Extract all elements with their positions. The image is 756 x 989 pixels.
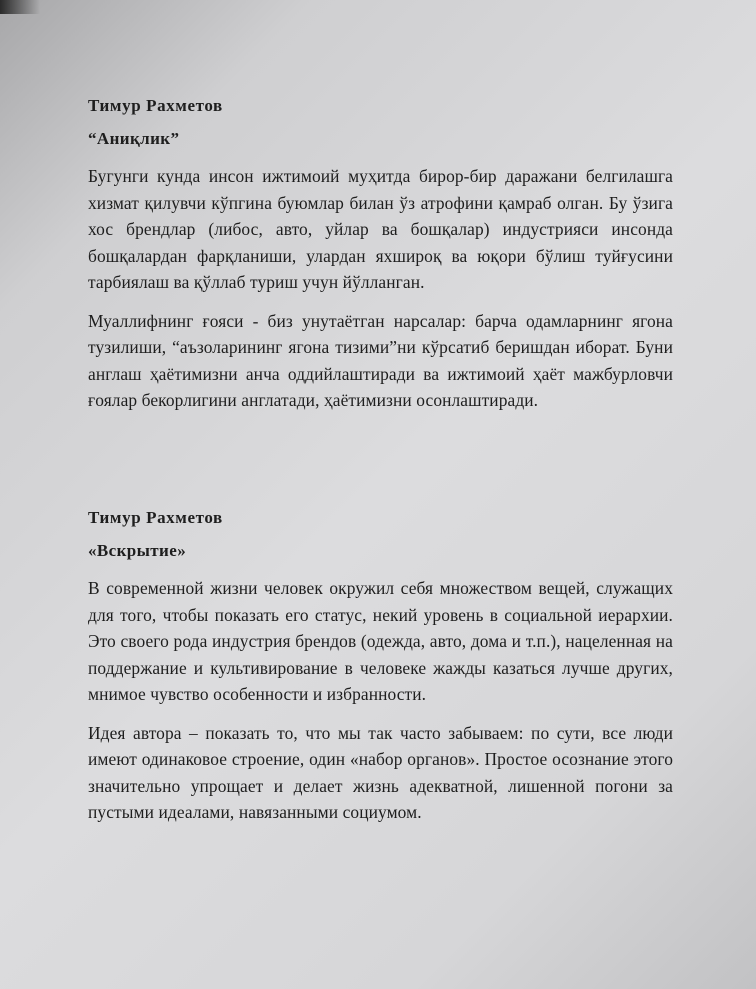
russian-text-section xyxy=(88,508,673,838)
page-corner-shadow xyxy=(0,0,40,14)
uzbek-text-section xyxy=(88,96,673,426)
paragraph: Бугунги кунда инсон ижтимоий муҳитда бирор-бир даражани белгилашга хизмат қилувчи кўпгина буюмлар билан ўз атрофини қамраб олган. Бу ўзига хос брендлар (либос, авто, уйлар ва бошқалар) индустрияси инсонда бошқалардан фарқланиши, улардан яхшироқ ва юқори бўлиш туйғусини тарбиялаш ва қўллаб туриш учун йўлланган. xyxy=(88,166,673,292)
paragraph: Муаллифнинг ғояси - биз унутаётган нарсалар: барча одамларнинг ягона тузилиши, “аъзоларининг ягона тизими”ни кўрсатиб беришдан иборат. Буни англаш ҳаётимизни анча оддийлаштиради ва ижтимоий ҳаёт мажбурловчи ғоялар бекорлигини англатади, ҳаётимизни осонлаштиради. xyxy=(88,310,673,410)
paragraph: В современной жизни человек окружил себя множеством вещей, служащих для того, чтобы показать его статус, некий уровень в социальной иерархии. Это своего рода индустрия брендов (одежда, авто, дома и т.п.), нацеленная на поддержание и культивирование в человеке жажды казаться лучше других, мнимое чувство особенности и избранности. xyxy=(88,578,673,704)
artwork-title: «Вскрытие» xyxy=(88,541,187,560)
paragraph: Идея автора – показать то, что мы так часто забываем: по сути, все люди имеют одинаковое строение, один «набор органов». Простое осознание этого значительно упрощает и делает жизнь адекватной, лишенной погони за пустыми идеалами, навязанными социумом. xyxy=(88,722,673,822)
author-name: Тимур Рахметов xyxy=(88,508,223,527)
author-name: Тимур Рахметов xyxy=(88,96,223,115)
artwork-title: “Аниқлик” xyxy=(88,129,180,148)
